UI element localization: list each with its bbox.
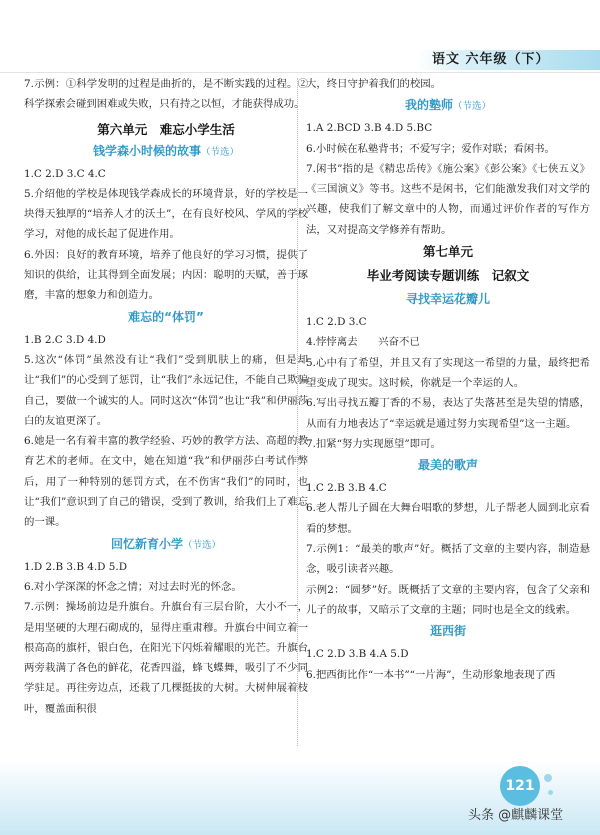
answer-line: 7.示例1：“最美的歌声”好。概括了文章的主要内容，制造悬念，吸引读者兴趣。 [306, 543, 590, 576]
answer-line: 1.D 2.B 3.B 4.D 5.D [24, 560, 128, 573]
decor-dot [544, 774, 552, 782]
answer-line: 6.写出寻找五瓣丁香的不易，表达了失落甚至是失望的情感，从而有力地表达了“幸运就是通过努力实现希望”这一主题。 [306, 397, 590, 430]
answer-line: 1.B 2.C 3.D 4.D [24, 333, 106, 346]
column-divider [297, 78, 298, 746]
answer-line: 1.A 2.BCD 3.B 4.D 5.BC [306, 122, 433, 135]
answer-line: 5.这次“体罚”虽然没有让“我们”受到肌肤上的痛，但是却让“我们”的心受到了惩罚，让“我们”永远记住，不能自己欺骗自己，要做一个诚实的人。同时这次“体罚”也让“我”和伊丽莎白的友谊更深了。 [24, 353, 308, 427]
answer-line: 1.C 2.D 3.B 4.A 5.D [306, 648, 409, 661]
section-title: 我的塾师（节选） [404, 98, 492, 113]
left-column [24, 74, 308, 719]
answer-line: 6.老人帮儿子圆在大舞台唱歌的梦想，儿子帮老人圆到北京看看的梦想。 [306, 502, 590, 535]
answer-line: 6.对小学深深的怀念之情；对过去时光的怀念。 [24, 580, 242, 593]
section-title: 最美的歌声 [417, 458, 478, 473]
answer-line: 7.闲书”指的是《精忠岳传》《施公案》《彭公案》《七侠五义》《三国演义》等书。这些不是闲书，它们能激发我们对文学的兴趣，使我们了解文章中的人物，而通过评价作者的写作方法，又对提高文学修养有帮助。 [306, 162, 590, 236]
answer-line: 6.外因：良好的教育环境，培养了他良好的学习习惯，提供了知识的供给，让其得到全面发展；内因：聪明的天赋，善于琢磨，丰富的想象力和创造力。 [24, 248, 308, 302]
continued-text: 大，终日守护着我们的校园。 [306, 78, 442, 90]
section-title: 回忆新育小学（节选） [110, 536, 222, 551]
unit-title: 第六单元 难忘小学生活 [97, 121, 235, 137]
unit-title: 第七单元 [422, 244, 473, 260]
unit-subtitle: 毕业考阅读专题训练 记叙文 [366, 268, 530, 284]
answer-line: 7.扣紧“努力实现愿望”即可。 [306, 437, 441, 450]
section-title: 难忘的“体罚” [128, 309, 204, 324]
answer-line: 6.小时候在私塾背书；不爱写字；爱作对联；看闲书。 [306, 142, 555, 155]
intro-answer: 7.示例：①科学发明的过程是曲折的，是不断实践的过程。②科学探索会碰到困难或失败，只有持之以恒，才能获得成功。 [24, 78, 308, 111]
answer-line: 5.介绍他的学校是体现钱学森成长的环境背景，好的学校是一块得天独厚的“培养人才的沃土”，在有良好校风、学风的学校学习，对他的成长起了促进作用。 [24, 187, 308, 241]
answer-line: 1.C 2.D 3.C [306, 316, 367, 329]
section-title: 寻找幸运花瓣儿 [405, 292, 490, 307]
right-column [306, 74, 590, 685]
answer-line: 7.示例：操场前边是升旗台。升旗台有三层台阶，大小不一，是用坚硬的大理石砌成的，显得庄重肃穆。升旗台中间立着一根高高的旗杆，银白色，在阳光下闪烁着耀眼的光芒。升旗台两旁栽满了各色的鲜花，花香四溢，蜂飞蝶舞，吸引了不少同学驻足。再往旁边点，还栽了几棵挺拔的大树。大树伸展着枝叶，覆盖面积很 [24, 601, 308, 715]
answer-line: 1.C 2.B 3.B 4.C [306, 482, 387, 495]
running-header: 语文 六年级（下） [432, 52, 550, 67]
answer-line: 6.把西街比作“一本书”“一片海”，生动形象地表现了西 [306, 668, 556, 681]
watermark: 头条 @麒麟课堂 [468, 808, 564, 823]
answer-line: 4.悖悖离去 兴奋不已 [306, 336, 420, 349]
answer-line: 示例2：“圆梦”好。既概括了文章的主要内容，包含了父亲和儿子的故事，又暗示了文章的主题；同时也是全文的线索。 [306, 583, 590, 616]
section-title: 逛西街 [429, 624, 466, 639]
decor-dot [548, 790, 553, 795]
header-rule [0, 72, 600, 73]
answer-line: 5.心中有了希望，并且又有了实现这一希望的力量，最终把希望变成了现实。这时候，你就是一个幸运的人。 [306, 356, 590, 389]
answer-line: 6.她是一名有着丰富的教学经验、巧妙的教学方法、高超的教育艺术的老师。在文中，她在知道“我”和伊丽莎白考试作弊后，用了一种特别的惩罚方式，在不伤害“我们”的同时，也让“我们”意识到了自己的错误，受到了教训，给我们上了难忘的一课。 [24, 435, 308, 529]
page-number: 121 [500, 766, 540, 806]
answer-line: 1.C 2.D 3.C 4.C [24, 167, 106, 180]
section-title: 钱学森小时候的故事（节选） [92, 143, 240, 158]
